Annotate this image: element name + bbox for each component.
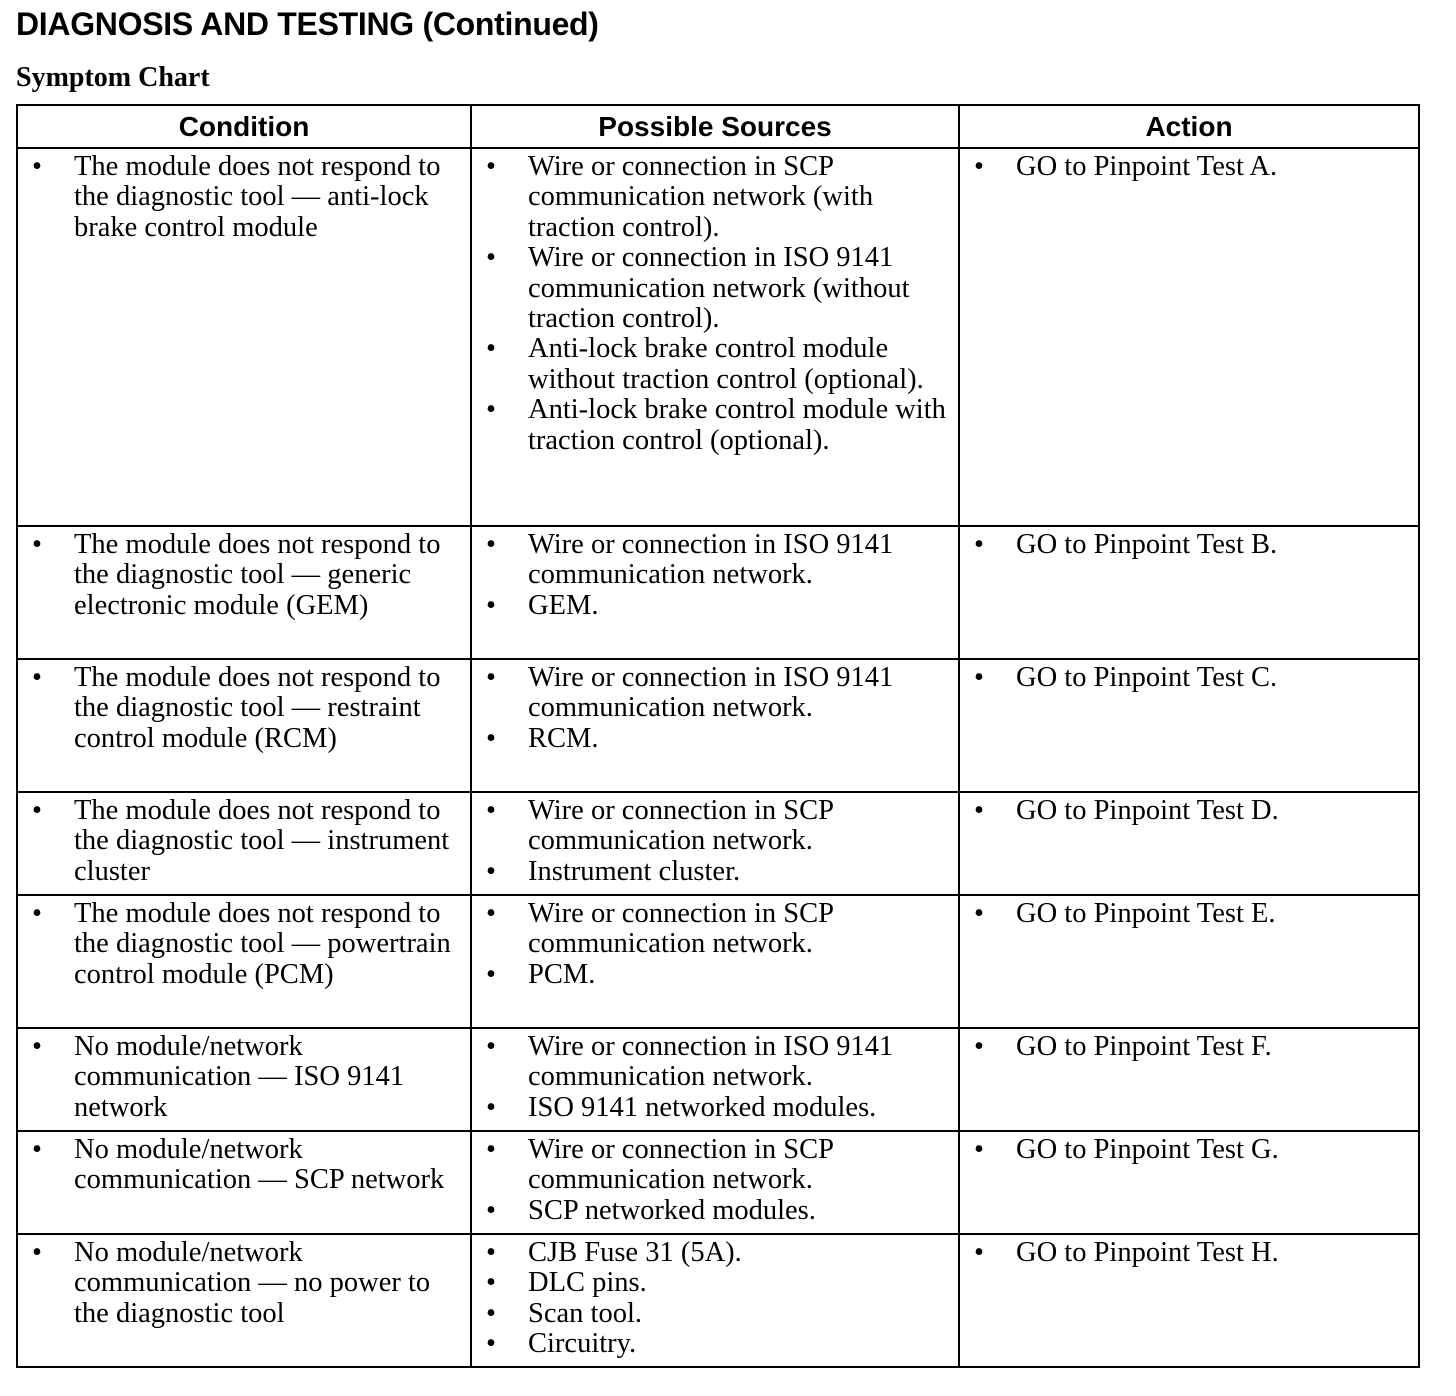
possible-sources-cell — [471, 659, 959, 792]
condition-text: • The module does not respond to the diagnostic tool — anti-lock brake control module — [28, 152, 464, 243]
condition-text: • The module does not respond to the diagnostic tool — instrument cluster — [28, 796, 464, 887]
condition-cell — [17, 148, 471, 526]
source-item: • Circuitry. — [482, 1329, 952, 1359]
page-title: DIAGNOSIS AND TESTING (Continued) — [16, 6, 599, 42]
action-text: • GO to Pinpoint Test D. — [970, 796, 1412, 826]
source-item: • Anti-lock brake control module without traction control (optional). — [482, 334, 952, 395]
possible-sources-cell — [471, 1028, 959, 1131]
possible-sources-cell — [471, 792, 959, 895]
source-item: • Wire or connection in SCP communication network. — [482, 796, 952, 857]
action-text: • GO to Pinpoint Test G. — [970, 1135, 1412, 1165]
action-text: • GO to Pinpoint Test F. — [970, 1032, 1412, 1062]
column-header-action: Action — [959, 105, 1419, 148]
condition-text: • The module does not respond to the diagnostic tool — powertrain control module (PCM) — [28, 899, 464, 990]
symptom-chart-table — [16, 104, 1420, 1368]
column-header-condition: Condition — [17, 105, 471, 148]
action-cell — [959, 1234, 1419, 1367]
condition-cell — [17, 1234, 471, 1367]
source-item: • Wire or connection in ISO 9141 communication network. — [482, 663, 952, 724]
section-title: Symptom Chart — [16, 62, 210, 93]
table-row — [17, 659, 1419, 792]
possible-sources-cell — [471, 1234, 959, 1367]
condition-cell — [17, 1131, 471, 1234]
column-header-possible-sources: Possible Sources — [471, 105, 959, 148]
action-cell — [959, 659, 1419, 792]
condition-text: • The module does not respond to the diagnostic tool — restraint control module (RCM) — [28, 663, 464, 754]
condition-cell — [17, 526, 471, 659]
source-item: • RCM. — [482, 724, 952, 754]
table-row — [17, 148, 1419, 526]
source-item: • ISO 9141 networked modules. — [482, 1093, 952, 1123]
source-item: • Anti-lock brake control module with traction control (optional). — [482, 395, 952, 456]
table-header-row — [17, 105, 1419, 148]
condition-cell — [17, 792, 471, 895]
table-row — [17, 1131, 1419, 1234]
condition-text: • No module/network communication — ISO 9141 network — [28, 1032, 464, 1123]
table-row — [17, 1234, 1419, 1367]
table-row — [17, 792, 1419, 895]
condition-text: • The module does not respond to the diagnostic tool — generic electronic module (GEM) — [28, 530, 464, 621]
source-item: • Scan tool. — [482, 1299, 952, 1329]
condition-text: • No module/network communication — SCP network — [28, 1135, 464, 1196]
source-item: • Wire or connection in SCP communication network. — [482, 1135, 952, 1196]
source-item: • PCM. — [482, 960, 952, 990]
possible-sources-cell — [471, 148, 959, 526]
action-cell — [959, 1131, 1419, 1234]
possible-sources-cell — [471, 895, 959, 1028]
source-item: • SCP networked modules. — [482, 1196, 952, 1226]
source-item: • CJB Fuse 31 (5A). — [482, 1238, 952, 1268]
action-text: • GO to Pinpoint Test A. — [970, 152, 1412, 182]
source-item: • Wire or connection in ISO 9141 communication network. — [482, 1032, 952, 1093]
table-row — [17, 526, 1419, 659]
possible-sources-cell — [471, 526, 959, 659]
condition-cell — [17, 659, 471, 792]
action-cell — [959, 792, 1419, 895]
condition-cell — [17, 1028, 471, 1131]
action-cell — [959, 526, 1419, 659]
table-row — [17, 1028, 1419, 1131]
action-cell — [959, 1028, 1419, 1131]
table-row — [17, 895, 1419, 1028]
action-text: • GO to Pinpoint Test C. — [970, 663, 1412, 693]
source-item: • Wire or connection in ISO 9141 communication network (without traction control). — [482, 243, 952, 334]
action-text: • GO to Pinpoint Test H. — [970, 1238, 1412, 1268]
condition-cell — [17, 895, 471, 1028]
source-item: • Wire or connection in SCP communication network. — [482, 899, 952, 960]
source-item: • Wire or connection in SCP communication network (with traction control). — [482, 152, 952, 243]
source-item: • Wire or connection in ISO 9141 communication network. — [482, 530, 952, 591]
source-item: • Instrument cluster. — [482, 857, 952, 887]
action-cell — [959, 148, 1419, 526]
action-cell — [959, 895, 1419, 1028]
action-text: • GO to Pinpoint Test E. — [970, 899, 1412, 929]
action-text: • GO to Pinpoint Test B. — [970, 530, 1412, 560]
condition-text: • No module/network communication — no power to the diagnostic tool — [28, 1238, 464, 1329]
source-item: • GEM. — [482, 591, 952, 621]
possible-sources-cell — [471, 1131, 959, 1234]
source-item: • DLC pins. — [482, 1268, 952, 1298]
